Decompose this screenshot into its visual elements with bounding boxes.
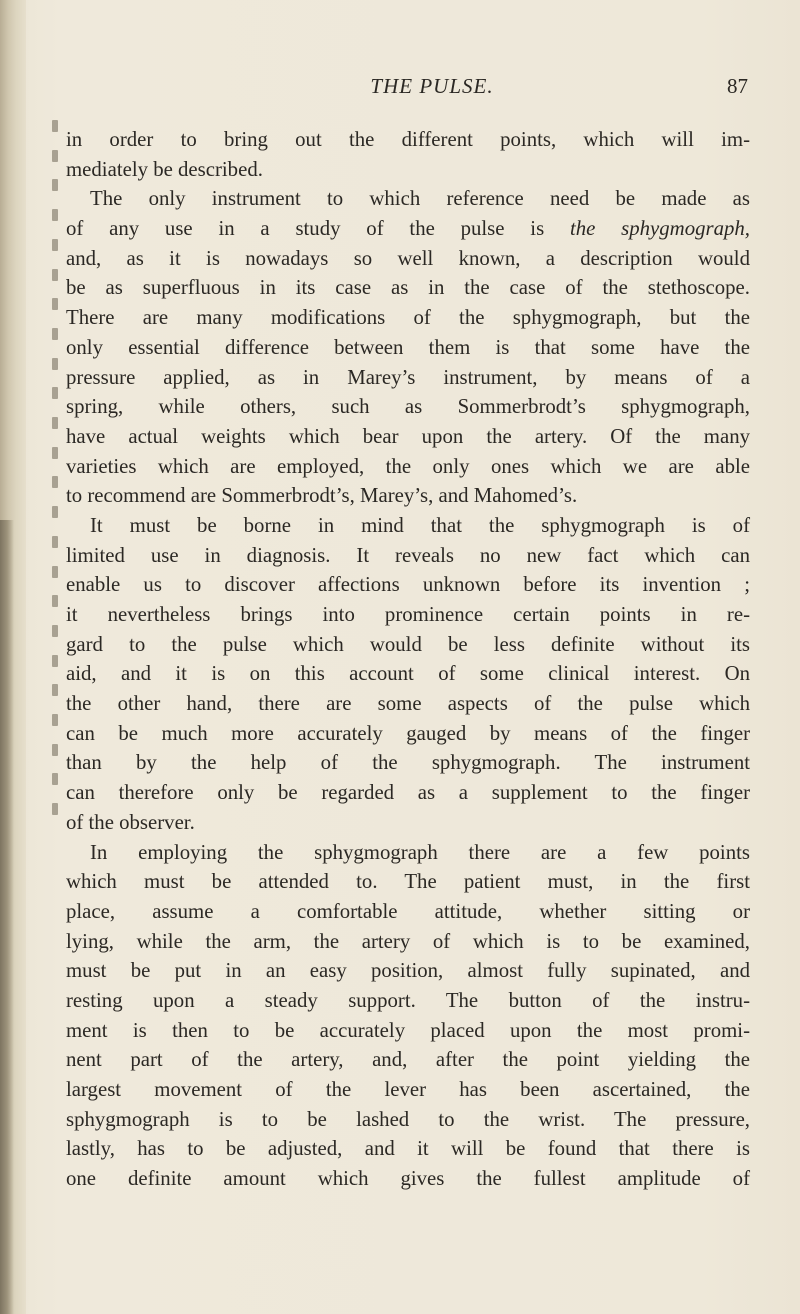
text-line <box>66 214 750 244</box>
text-line <box>66 392 750 422</box>
text-span: enable us to discover affections unknown before its invention ; <box>66 573 750 597</box>
text-line <box>66 1134 750 1164</box>
text-line <box>66 867 750 897</box>
body-text <box>66 125 750 1194</box>
text-line <box>66 659 750 689</box>
binding-mark <box>52 803 58 815</box>
text-line <box>66 155 750 185</box>
text-span: have actual weights which bear upon the artery. Of the many <box>66 424 750 448</box>
text-span: only essential difference between them is that some have the <box>66 335 750 359</box>
text-line <box>66 452 750 482</box>
text-line <box>66 570 750 600</box>
text-span: varieties which are employed, the only ones which we are able <box>66 454 750 478</box>
binding-mark <box>52 298 58 310</box>
binding-mark <box>52 328 58 340</box>
running-head: THE PULSE. <box>370 74 494 98</box>
text-line <box>66 481 750 511</box>
text-line <box>66 838 750 868</box>
text-line <box>66 748 750 778</box>
text-span: spring, while others, such as Sommerbrodt’s sphygmograph, <box>66 395 750 419</box>
text-line <box>66 719 750 749</box>
text-line <box>66 689 750 719</box>
binding-mark <box>52 536 58 548</box>
binding-mark <box>52 684 58 696</box>
binding-mark <box>52 773 58 785</box>
text-span: mediately be described. <box>66 157 263 181</box>
text-line <box>66 273 750 303</box>
text-span: lastly, has to be adjusted, and it will be found that there is <box>66 1137 750 1161</box>
text-span: it nevertheless brings into prominence certain points in re- <box>66 603 750 626</box>
text-line <box>66 541 750 571</box>
text-line <box>66 303 750 333</box>
binding-mark <box>52 506 58 518</box>
italic-text: the sphygmograph, <box>569 217 750 241</box>
text-line <box>66 927 750 957</box>
text-span: In employing the sphygmograph there are a few points <box>90 840 750 864</box>
text-line <box>66 1105 750 1135</box>
text-span: the other hand, there are some aspects of the pulse which <box>66 692 750 716</box>
text-span: lying, while the arm, the artery of which is to be examined, <box>66 929 750 953</box>
binding-mark <box>52 417 58 429</box>
text-span: resting upon a steady support. The button of the instru- <box>66 988 750 1012</box>
binding-mark <box>52 209 58 221</box>
text-span: The only instrument to which reference need be made as <box>90 187 750 211</box>
text-span: which must be attended to. The patient must, in the first <box>66 870 750 894</box>
binding-mark <box>52 714 58 726</box>
text-line <box>66 778 750 808</box>
binding-mark <box>52 358 58 370</box>
text-line <box>66 897 750 927</box>
text-span: of the observer. <box>66 810 195 834</box>
text-span: gard to the pulse which would be less definite without its <box>66 632 750 656</box>
text-line <box>66 363 750 393</box>
text-span: limited use in diagnosis. It reveals no new fact which can <box>66 543 750 567</box>
text-span: one definite amount which gives the fullest amplitude of <box>66 1167 750 1191</box>
binding-mark <box>52 566 58 578</box>
text-line <box>66 600 750 630</box>
text-span: must be put in an easy position, almost fully supinated, and <box>66 959 750 983</box>
binding-mark <box>52 179 58 191</box>
text-span: can therefore only be regarded as a supplement to the finger <box>66 781 750 805</box>
text-line <box>66 630 750 660</box>
text-span: aid, and it is on this account of some clinical interest. On <box>66 662 750 686</box>
text-span: sphygmograph is to be lashed to the wrist. The pressure, <box>66 1107 750 1131</box>
binding-mark <box>52 269 58 281</box>
binding-mark <box>52 476 58 488</box>
binding-mark <box>52 120 58 132</box>
binding-mark <box>52 625 58 637</box>
binding-mark <box>52 387 58 399</box>
text-line <box>66 422 750 452</box>
text-span: It must be borne in mind that the sphygmograph is of <box>90 513 750 537</box>
text-span: largest movement of the lever has been ascertained, the <box>66 1078 750 1101</box>
binding-mark <box>52 150 58 162</box>
text-line <box>66 956 750 986</box>
text-span: of any use in a study of the pulse is <box>66 217 570 241</box>
binding-mark <box>52 447 58 459</box>
text-line <box>66 333 750 363</box>
text-span: ment is then to be accurately placed upon the most promi- <box>66 1018 750 1042</box>
text-span: pressure applied, as in Marey’s instrument, by means of a <box>66 365 750 389</box>
text-span: and, as it is nowadays so well known, a description would <box>66 246 750 270</box>
text-line <box>66 125 750 155</box>
text-line <box>66 1045 750 1075</box>
text-span: to recommend are Sommerbrodt’s, Marey’s, and Mahomed’s. <box>66 484 578 508</box>
text-span: than by the help of the sphygmograph. The instrument <box>66 751 750 775</box>
binding-mark <box>52 239 58 251</box>
text-line <box>66 244 750 274</box>
text-span: There are many modifications of the sphygmograph, but the <box>66 306 750 330</box>
binding-mark <box>52 744 58 756</box>
binding-mark <box>52 655 58 667</box>
binding-shadow <box>0 520 14 1314</box>
binding-marks <box>52 120 60 810</box>
text-line <box>66 986 750 1016</box>
text-line <box>66 1016 750 1046</box>
text-span: place, assume a comfortable attitude, whether sitting or <box>66 899 750 923</box>
text-line <box>66 511 750 541</box>
text-span: nent part of the artery, and, after the point yielding the <box>66 1048 750 1072</box>
text-line <box>66 808 750 838</box>
text-line <box>66 1164 750 1194</box>
binding-mark <box>52 595 58 607</box>
text-span: can be much more accurately gauged by means of the finger <box>66 721 750 745</box>
text-span: in order to bring out the different points, which will im- <box>66 128 750 151</box>
text-span: be as superfluous in its case as in the case of the stethoscope. <box>66 276 750 300</box>
page-header <box>112 74 752 104</box>
page-number: 87 <box>727 74 748 98</box>
text-line <box>66 184 750 214</box>
text-line <box>66 1075 750 1105</box>
